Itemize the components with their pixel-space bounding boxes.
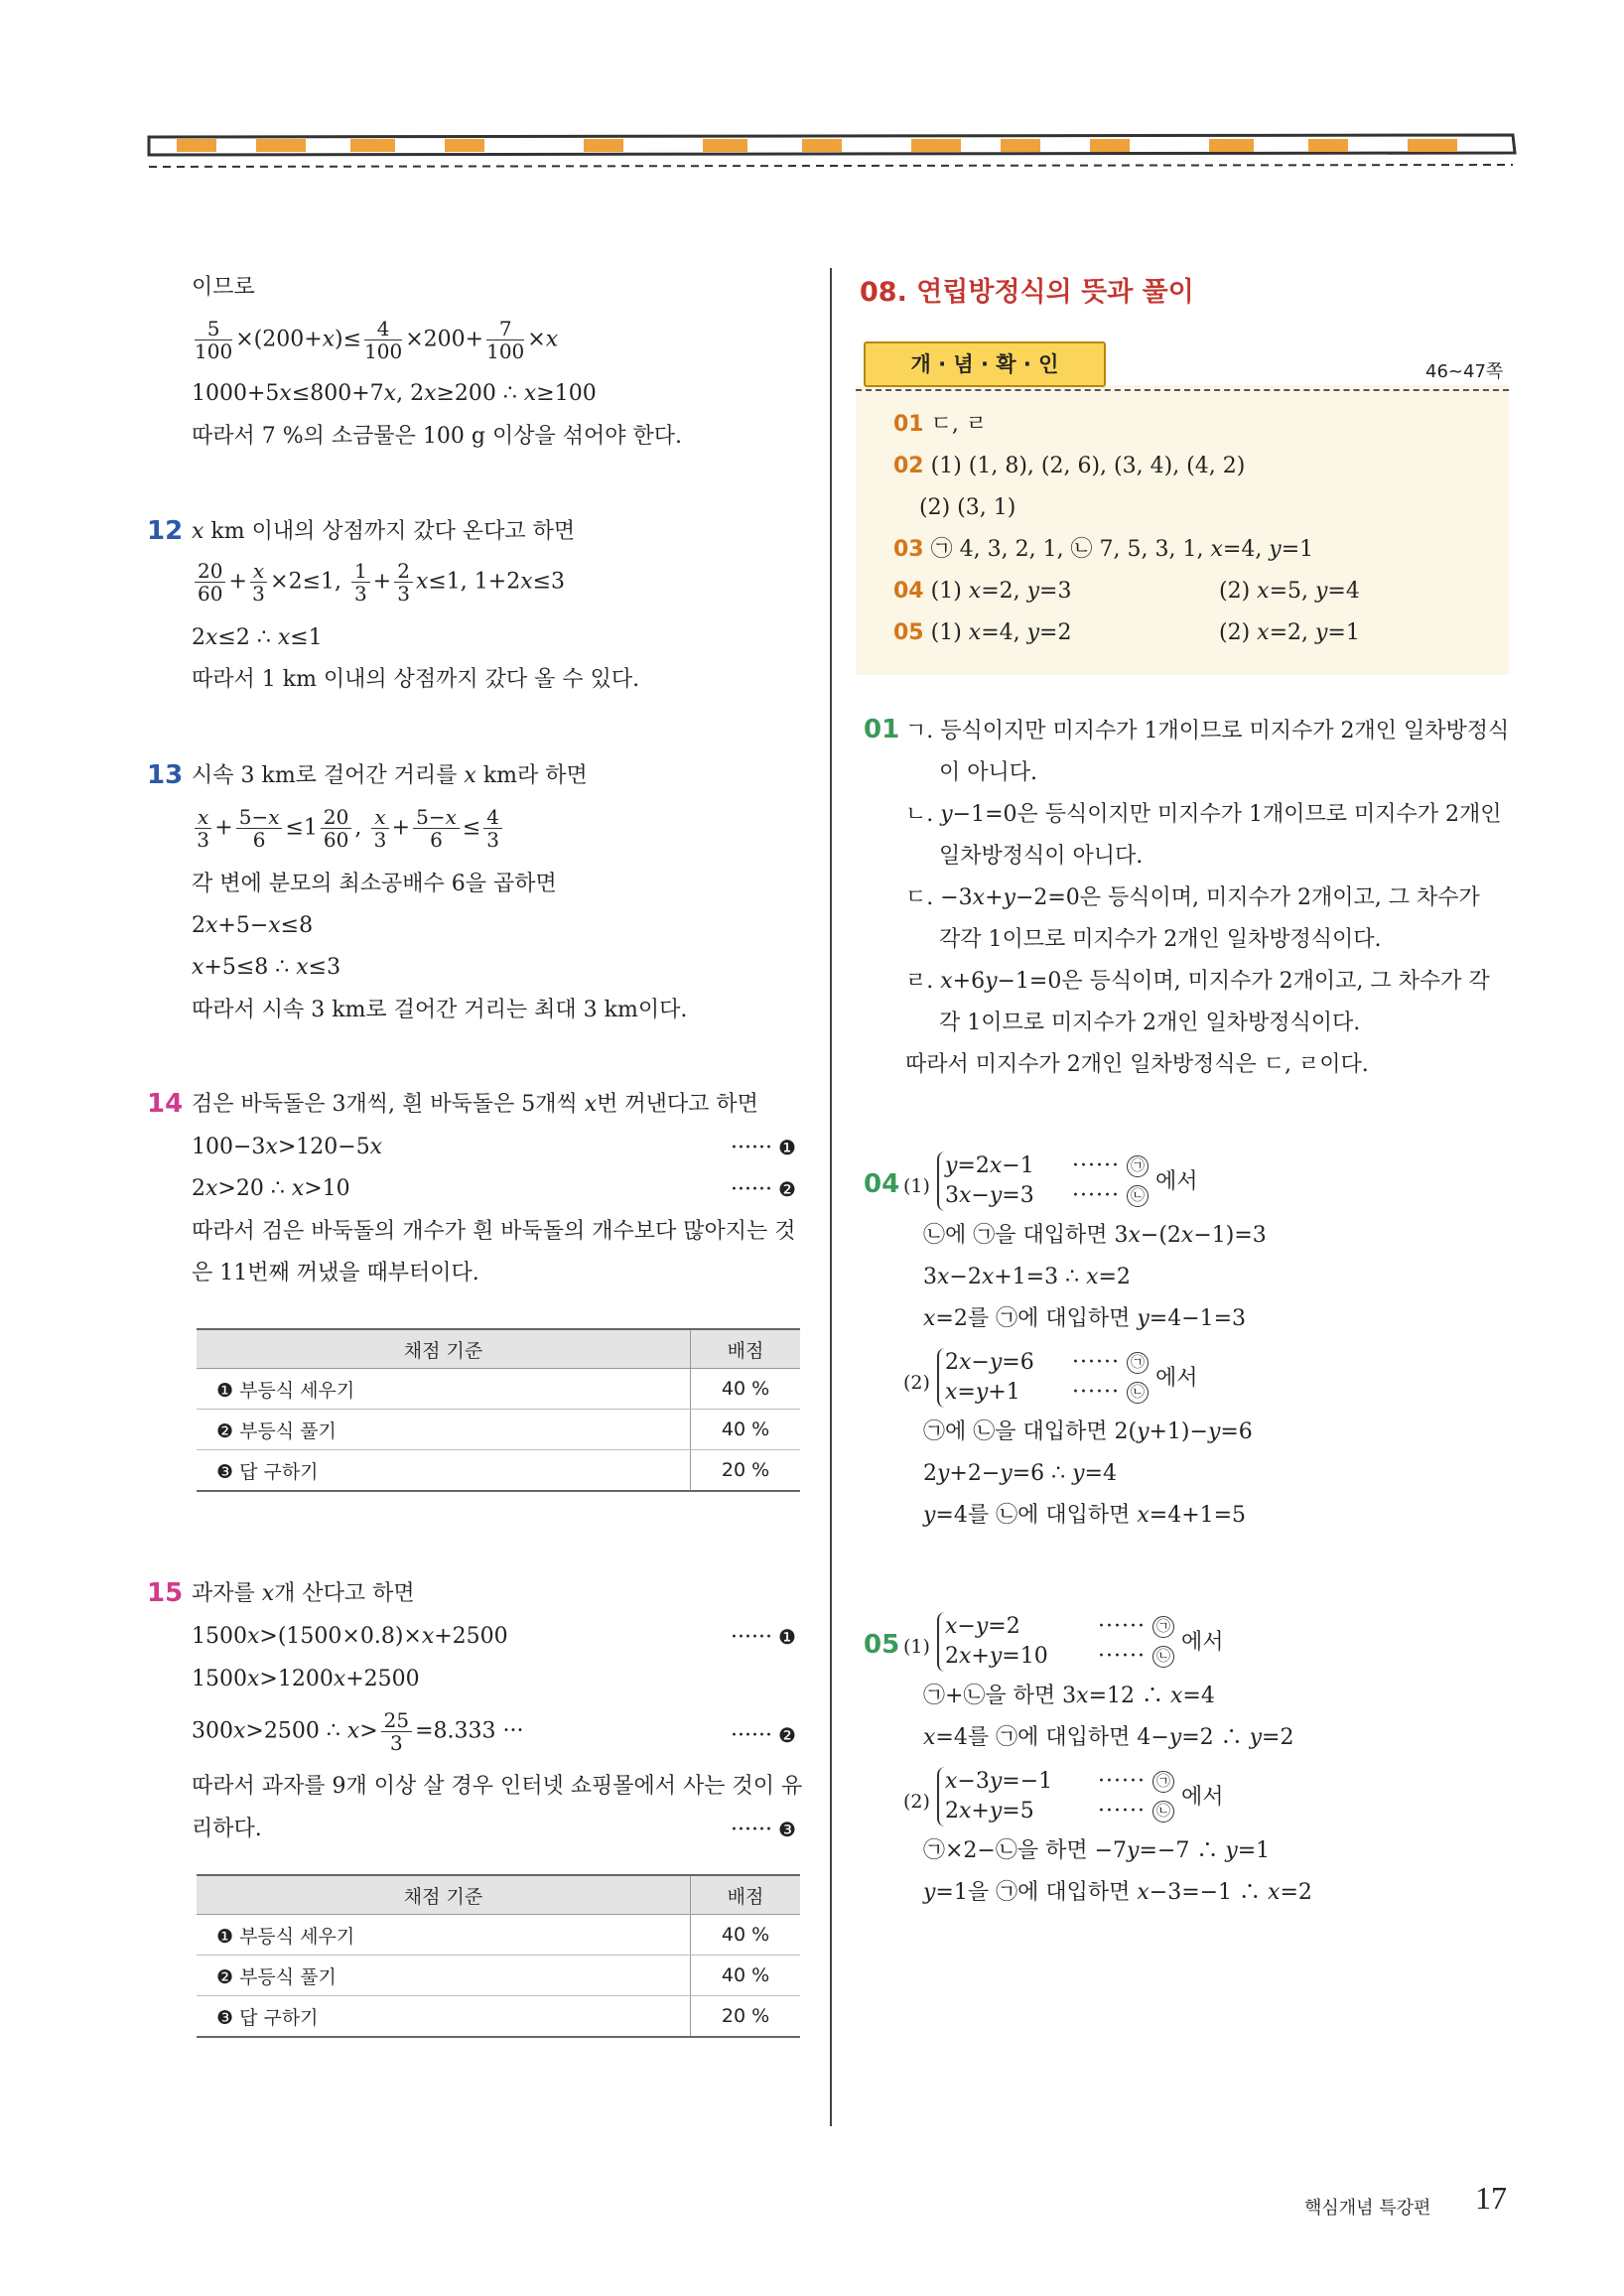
q14-setup: 검은 바둑돌은 3개씩, 흰 바둑돌은 5개씩 𝑥번 꺼낸다고 하면	[192, 1092, 758, 1117]
a05-number: 05	[864, 1630, 900, 1660]
q15-setup: 과자를 𝑥개 산다고 하면	[192, 1581, 415, 1606]
equation-system	[937, 1348, 1034, 1408]
q14-mark1	[731, 1133, 796, 1163]
frac-den: 100	[486, 339, 525, 363]
label-circle-1: ㉠	[1152, 1771, 1174, 1793]
dots: ······	[1098, 1769, 1146, 1794]
q13-conclusion: 따라서 시속 3 km로 걸어간 거리는 최대 3 km이다.	[192, 998, 688, 1022]
table-header-row	[197, 1875, 800, 1915]
box-item-text: (2) (3, 1)	[919, 495, 1016, 520]
equation-text: 2𝑥+𝑦=10	[945, 1644, 1048, 1669]
frac-den: 6	[430, 828, 443, 852]
dots: ······	[731, 1723, 772, 1748]
frac-num: 5−𝑥	[413, 806, 460, 829]
dots: ······	[731, 1177, 772, 1202]
criteria-cell: ❸ 답 구하기	[197, 1450, 691, 1492]
equation	[945, 1642, 1048, 1672]
box-line-04	[893, 577, 1071, 607]
label-circle-2: ㉡	[1152, 1646, 1174, 1668]
section-title: 08. 연립방정식의 뜻과 풀이	[860, 277, 1194, 308]
expr: +	[372, 569, 392, 595]
expr: ≤	[462, 815, 481, 841]
a01-line: 각 1이므로 미지수가 2개인 일차방정식이다.	[939, 1011, 1361, 1035]
equation	[945, 1797, 1052, 1826]
marker-1: ❶	[777, 1136, 796, 1159]
expr: ×𝑥	[527, 327, 559, 352]
a05-system1	[937, 1612, 1048, 1672]
label-circle-2: ㉡	[1127, 1382, 1149, 1404]
a05-1-step: 𝑥=4를 ㉠에 대입하면 4−𝑦=2 ∴ 𝑦=2	[923, 1725, 1294, 1750]
box-line-03	[893, 535, 1313, 565]
box-line-04-part2: (2) 𝑥=5, 𝑦=4	[1219, 579, 1360, 604]
intro-text: 이므로	[192, 275, 255, 300]
equation-text: 2𝑥−𝑦=6	[945, 1350, 1034, 1375]
q14-step1: 100−3𝑥>120−5𝑥	[192, 1135, 383, 1159]
a04-labels2	[1072, 1348, 1149, 1408]
a04-labels1	[1072, 1151, 1149, 1211]
frac-den: 3	[197, 828, 209, 852]
a05-part2-label: (2)	[903, 1791, 930, 1813]
dots: ······	[1072, 1183, 1120, 1208]
frac-den: 3	[390, 1731, 403, 1755]
box-item-number: 05	[893, 620, 924, 645]
a04-2-step: ㉠에 ㉡을 대입하면 2(𝑦+1)−𝑦=6	[923, 1419, 1253, 1444]
box-item-text: (1) (1, 8), (2, 6), (3, 4), (4, 2)	[930, 454, 1246, 478]
q14-mark2	[731, 1174, 796, 1205]
frac-den: 100	[364, 339, 403, 363]
table-row	[197, 1369, 800, 1410]
equation-text: 𝑥=𝑦+1	[945, 1380, 1020, 1405]
expr: 𝑥≤1, 1+2𝑥≤3	[415, 569, 566, 595]
expr: =8.333 ···	[415, 1718, 524, 1744]
expr: ×200+	[405, 327, 484, 352]
equation-system	[937, 1151, 1034, 1211]
footer-book-title: 핵심개념 특강편	[1304, 2198, 1431, 2219]
frac-num: 4	[364, 318, 402, 340]
a04-part2-label: (2)	[903, 1372, 930, 1394]
q14-scoring-table	[197, 1328, 800, 1492]
dots: ······	[1098, 1799, 1146, 1823]
q15-number: 15	[147, 1578, 184, 1608]
frac-den: 6	[252, 828, 266, 852]
q15-conclusion1: 따라서 과자를 9개 이상 살 경우 인터넷 쇼핑몰에서 사는 것이 유	[192, 1774, 803, 1799]
expr: ×2≤1,	[270, 569, 342, 595]
frac-den: 3	[373, 828, 387, 852]
frac-num: 𝑥	[195, 806, 211, 829]
eseo-text: 에서	[1181, 1785, 1224, 1810]
frac-num: 5−𝑥	[236, 806, 283, 829]
page-reference: 46~47쪽	[1425, 361, 1504, 382]
header-ruler-band	[147, 131, 1517, 175]
frac-num: 20	[321, 806, 351, 829]
q11-conclusion: 따라서 7 %의 소금물은 100 g 이상을 섞어야 한다.	[192, 424, 682, 449]
q12-setup: 𝑥 km 이내의 상점까지 갔다 온다고 하면	[192, 519, 576, 544]
marker-1: ❶	[777, 1625, 796, 1649]
a04-2-step: 𝑦=4를 ㉡에 대입하면 𝑥=4+1=5	[923, 1503, 1247, 1528]
frac-den: 3	[486, 828, 500, 852]
a04-2-step: 2𝑦+2−𝑦=6 ∴ 𝑦=4	[923, 1461, 1117, 1486]
points-cell: 40 %	[691, 1369, 801, 1410]
a05-2-step: ㉠×2−㉡을 하면 −7𝑦=−7 ∴ 𝑦=1	[923, 1838, 1271, 1863]
dots: ······	[1072, 1380, 1120, 1405]
frac-num: 7	[486, 318, 524, 340]
q15-step3	[192, 1709, 524, 1754]
criteria-cell: ❶ 부등식 세우기	[197, 1369, 691, 1410]
expr: +	[228, 569, 247, 595]
q13-setup: 시속 3 km로 걸어간 거리를 𝑥 km라 하면	[192, 763, 588, 788]
q13-step1: 각 변에 분모의 최소공배수 6을 곱하면	[192, 872, 557, 896]
marker-3: ❸	[777, 1818, 796, 1841]
q15-mark3	[731, 1815, 796, 1845]
frac-den: 3	[252, 582, 265, 606]
equation-text: 𝑥−3𝑦=−1	[945, 1769, 1053, 1794]
concept-check-label: 개 · 념 · 확 · 인	[864, 341, 1106, 387]
a04-1-step: ㉡에 ㉠을 대입하면 3𝑥−(2𝑥−1)=3	[923, 1223, 1267, 1248]
criteria-cell: ❷ 부등식 풀기	[197, 1956, 691, 1996]
box-item-text: ㄷ, ㄹ	[930, 412, 988, 437]
q13-number: 13	[147, 760, 184, 790]
box-line-01	[893, 410, 987, 440]
equation	[945, 1612, 1048, 1642]
expr: ,	[354, 815, 362, 841]
q13-step2: 2𝑥+5−𝑥≤8	[192, 913, 314, 938]
a05-2-step: 𝑦=1을 ㉠에 대입하면 𝑥−3=−1 ∴ 𝑥=2	[923, 1880, 1312, 1905]
expr: ×(200+𝑥)≤	[235, 327, 362, 352]
label-circle-1: ㉠	[1127, 1352, 1149, 1374]
marker-2: ❷	[777, 1723, 796, 1747]
box-line-05-part2: (2) 𝑥=2, 𝑦=1	[1219, 620, 1360, 645]
q12-inequality	[192, 560, 565, 605]
equation	[945, 1151, 1034, 1181]
dots: ······	[731, 1136, 772, 1160]
points-cell: 20 %	[691, 1450, 801, 1492]
box-item-text: (1) 𝑥=2, 𝑦=3	[930, 579, 1072, 604]
criteria-cell: ❷ 부등식 풀기	[197, 1410, 691, 1450]
equation-text: 𝑥−𝑦=2	[945, 1614, 1020, 1639]
frac-num: 5	[195, 318, 232, 340]
q11-step: 1000+5𝑥≤800+7𝑥, 2𝑥≥200 ∴ 𝑥≥100	[192, 381, 597, 406]
frac-den: 100	[195, 339, 233, 363]
a01-line: 일차방정식이 아니다.	[939, 844, 1144, 869]
box-item-number: 01	[893, 412, 924, 437]
a05-labels2	[1098, 1767, 1174, 1826]
points-header: 배점	[691, 1875, 801, 1915]
frac-den: 3	[354, 582, 367, 606]
criteria-header: 채점 기준	[197, 1329, 691, 1369]
box-item-number: 02	[893, 454, 924, 478]
q15-mark1	[731, 1622, 796, 1653]
q14-number: 14	[147, 1089, 184, 1119]
dots: ······	[731, 1818, 772, 1842]
dots: ······	[1098, 1614, 1146, 1639]
q15-mark2	[731, 1720, 796, 1751]
equation	[945, 1181, 1034, 1211]
a05-system2	[937, 1767, 1052, 1826]
q15-step1: 1500𝑥>(1500×0.8)×𝑥+2500	[192, 1624, 508, 1649]
box-item-number: 04	[893, 579, 924, 604]
frac-num: 𝑥	[250, 560, 267, 583]
q15-conclusion2: 리하다.	[192, 1817, 262, 1841]
a05-1-step: ㉠+㉡을 하면 3𝑥=12 ∴ 𝑥=4	[923, 1684, 1215, 1708]
frac-den: 60	[323, 828, 349, 852]
a01-line: ㄷ. −3𝑥+𝑦−2=0은 등식이며, 미지수가 2개이고, 그 차수가	[905, 885, 1480, 910]
table-row	[197, 1915, 800, 1956]
a04-part1-label: (1)	[903, 1175, 930, 1197]
concept-box-divider	[856, 389, 1509, 391]
a04-system2	[937, 1348, 1034, 1408]
q13-inequality: $\frac{\text{𝑥}}{3}$ + $\frac{\text{5−𝑥}}{6}$ ≤1 $\frac{20}{60}$ , $\frac{\text{𝑥}}{3}$ + $\frac{\text{5−𝑥}}{6}$ ≤ $\frac{4}{3}$	[192, 806, 505, 851]
q12-conclusion: 따라서 1 km 이내의 상점까지 갔다 올 수 있다.	[192, 667, 640, 692]
a01-number: 01	[864, 715, 900, 744]
q13-step3: 𝑥+5≤8 ∴ 𝑥≤3	[192, 955, 341, 980]
q12-number: 12	[147, 516, 184, 546]
q15-step2: 1500𝑥>1200𝑥+2500	[192, 1667, 420, 1691]
equation	[945, 1378, 1034, 1408]
page-number: 17	[1475, 2180, 1507, 2216]
points-cell: 40 %	[691, 1915, 801, 1956]
q14-conclusion1: 따라서 검은 바둑돌의 개수가 흰 바둑돌의 개수보다 많아지는 것	[192, 1219, 796, 1244]
box-line-02	[893, 452, 1245, 481]
a01-line: 각각 1이므로 미지수가 2개인 일차방정식이다.	[939, 927, 1382, 952]
label-circle-1: ㉠	[1127, 1155, 1149, 1177]
equation-text: 2𝑥+𝑦=5	[945, 1799, 1034, 1823]
frac-num: 1	[351, 560, 370, 583]
a04-1-step: 𝑥=2를 ㉠에 대입하면 𝑦=4−1=3	[923, 1306, 1247, 1331]
frac-num: 25	[381, 1709, 412, 1732]
q14-step2: 2𝑥>20 ∴ 𝑥>10	[192, 1176, 350, 1201]
q11-inequality	[192, 318, 558, 362]
column-divider	[830, 268, 832, 2126]
marker-2: ❷	[777, 1177, 796, 1201]
equation	[945, 1348, 1034, 1378]
box-item-text: (1) 𝑥=4, 𝑦=2	[930, 620, 1072, 645]
expr: 300𝑥>2500 ∴ 𝑥>	[192, 1718, 378, 1744]
eseo-text: 에서	[1155, 1366, 1198, 1391]
points-cell: 20 %	[691, 1996, 801, 2038]
frac-den: 60	[198, 582, 223, 606]
a01-line: 따라서 미지수가 2개인 일차방정식은 ㄷ, ㄹ이다.	[905, 1052, 1369, 1077]
points-cell: 40 %	[691, 1956, 801, 1996]
table-row	[197, 1450, 800, 1492]
equation-system	[937, 1612, 1048, 1672]
points-cell: 40 %	[691, 1410, 801, 1450]
box-line-05	[893, 618, 1071, 648]
equation-text: 𝑦=2𝑥−1	[945, 1153, 1034, 1178]
q14-conclusion2: 은 11번째 꺼냈을 때부터이다.	[192, 1261, 479, 1285]
expr: ≤1	[285, 815, 318, 841]
eseo-text: 에서	[1181, 1630, 1224, 1655]
equation-system	[937, 1767, 1052, 1826]
box-item-text: ㉠ 4, 3, 2, 1, ㉡ 7, 5, 3, 1, 𝑥=4, 𝑦=1	[930, 537, 1314, 562]
table-header-row	[197, 1329, 800, 1369]
dots: ······	[1072, 1350, 1120, 1375]
frac-num: 20	[195, 560, 225, 583]
a05-labels1	[1098, 1612, 1174, 1672]
dots: ······	[1098, 1644, 1146, 1669]
box-line-02b	[919, 493, 1015, 523]
dots: ······	[1072, 1153, 1120, 1178]
label-circle-1: ㉠	[1152, 1616, 1174, 1638]
frac-num: 𝑥	[371, 806, 388, 829]
a01-line: ㄴ. 𝑦−1=0은 등식이지만 미지수가 1개이므로 미지수가 2개인	[905, 802, 1502, 827]
criteria-cell: ❶ 부등식 세우기	[197, 1915, 691, 1956]
a04-number: 04	[864, 1169, 900, 1199]
q15-scoring-table	[197, 1874, 800, 2038]
table-row	[197, 1996, 800, 2038]
frac-num: 4	[483, 806, 502, 829]
a04-1-step: 3𝑥−2𝑥+1=3 ∴ 𝑥=2	[923, 1265, 1131, 1289]
table-row	[197, 1410, 800, 1450]
a01-line: ㄱ. 등식이지만 미지수가 1개이므로 미지수가 2개인 일차방정식	[905, 719, 1510, 743]
table-row	[197, 1956, 800, 1996]
a05-part1-label: (1)	[903, 1636, 930, 1658]
eseo-text: 에서	[1155, 1169, 1198, 1194]
label-circle-2: ㉡	[1152, 1801, 1174, 1823]
equation	[945, 1767, 1052, 1797]
criteria-header: 채점 기준	[197, 1875, 691, 1915]
q12-step: 2𝑥≤2 ∴ 𝑥≤1	[192, 625, 323, 650]
frac-num: 2	[394, 560, 413, 583]
label-circle-2: ㉡	[1127, 1185, 1149, 1207]
a04-system1	[937, 1151, 1034, 1211]
equation-text: 3𝑥−𝑦=3	[945, 1183, 1034, 1208]
frac-den: 3	[397, 582, 410, 606]
points-header: 배점	[691, 1329, 801, 1369]
a01-line: ㄹ. 𝑥+6𝑦−1=0은 등식이며, 미지수가 2개이고, 그 차수가 각	[905, 969, 1490, 994]
dots: ······	[731, 1625, 772, 1650]
a01-line: 이 아니다.	[939, 760, 1037, 785]
criteria-cell: ❸ 답 구하기	[197, 1996, 691, 2038]
box-item-number: 03	[893, 537, 924, 562]
